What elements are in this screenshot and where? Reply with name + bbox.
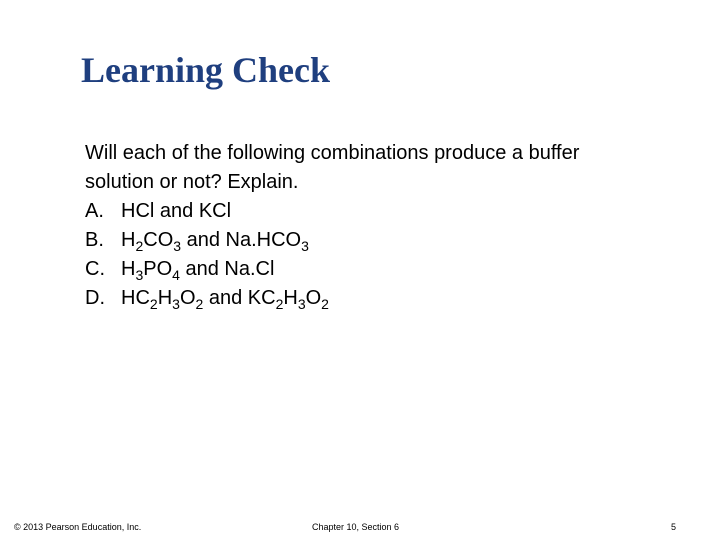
option-a [85, 197, 695, 226]
option-letter: B. [85, 229, 104, 251]
formula-text: and KC [203, 287, 276, 309]
formula-text: H [157, 287, 173, 309]
option-c [85, 255, 695, 284]
formula-subscript: 2 [149, 296, 158, 312]
option-letter: C. [85, 258, 105, 280]
formula-text: H [121, 229, 136, 251]
formula-text: PO [143, 258, 173, 280]
formula-subscript: 3 [135, 267, 144, 283]
footer-page-number: 5 [671, 522, 677, 532]
formula-text: O [305, 287, 322, 309]
formula-subscript: 3 [301, 238, 309, 254]
formula-subscript: 3 [173, 238, 182, 254]
formula-subscript: 3 [297, 296, 306, 312]
option-formula [121, 229, 309, 254]
option-d [85, 284, 695, 313]
option-letter: A. [85, 200, 104, 222]
formula-text: HCl and KCl [121, 200, 232, 222]
formula-subscript: 2 [135, 238, 144, 254]
formula-text: O [179, 287, 196, 309]
slide-body [85, 139, 695, 313]
answer-options [85, 197, 695, 313]
formula-text: CO [143, 229, 174, 251]
formula-subscript: 3 [172, 296, 180, 312]
option-letter: D. [85, 287, 105, 309]
option-b [85, 226, 695, 255]
question-line-2: solution or not? Explain. [85, 171, 299, 193]
formula-text: H [121, 258, 136, 280]
slide-title: Learning Check [81, 50, 331, 90]
option-formula [121, 200, 231, 222]
formula-subscript: 2 [321, 296, 329, 312]
formula-subscript: 2 [195, 296, 204, 312]
formula-subscript: 4 [172, 267, 180, 283]
formula-text: HC [121, 287, 150, 309]
option-formula [121, 287, 329, 312]
formula-text: and Na.Cl [179, 258, 275, 280]
option-formula [121, 258, 275, 283]
formula-subscript: 2 [275, 296, 284, 312]
footer-chapter: Chapter 10, Section 6 [312, 522, 400, 532]
footer-copyright: © 2013 Pearson Education, Inc. [14, 522, 142, 532]
formula-text: and Na.HCO [181, 229, 302, 251]
formula-text: H [283, 287, 298, 309]
question-line-1: Will each of the following combinations produce a buffer [85, 142, 580, 164]
